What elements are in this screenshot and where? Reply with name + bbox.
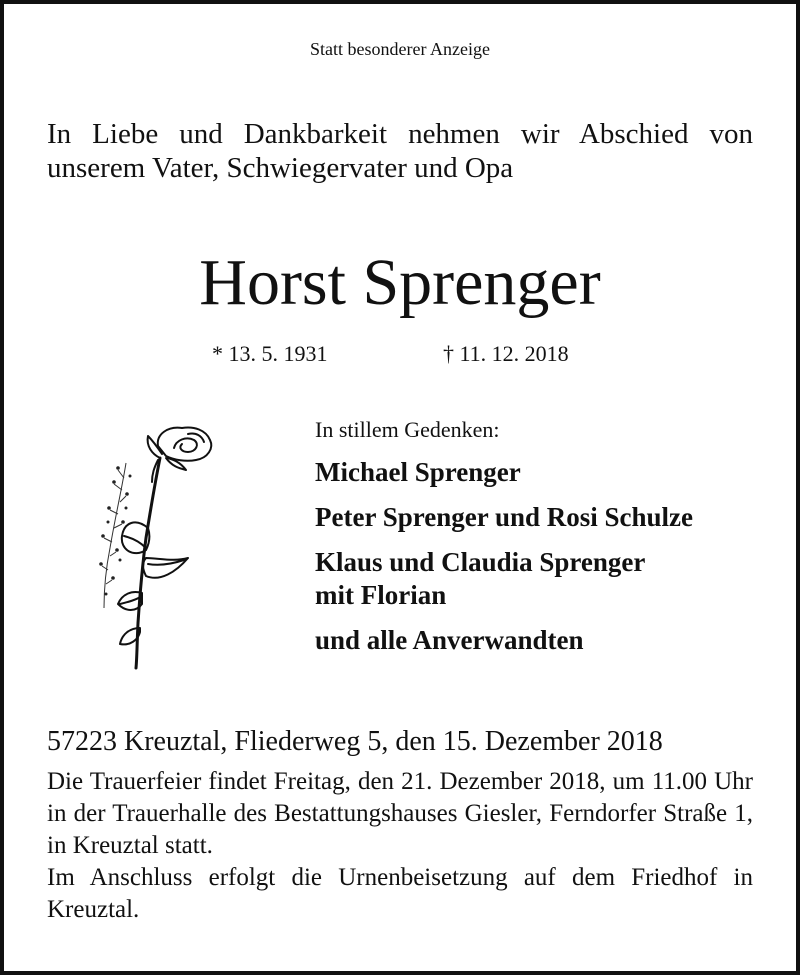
mourner-line: mit Florian [315, 580, 447, 610]
funeral-service-text: Die Trauerfeier findet Freitag, den 21. Dezember 2018, um 11.00 Uhr in der Trauerhalle des Bestattungshauses Giesler, Ferndorfer Straße 1, in Kreuztal statt. [47, 768, 753, 859]
mourners-list [315, 456, 765, 669]
memory-heading: In stillem Gedenken: [315, 417, 500, 442]
mourner-line: und alle Anverwandten [315, 625, 584, 655]
intro-line-1: In Liebe und Dankbarkeit nehmen wir Abschied von [47, 118, 753, 150]
burial-text: Im Anschluss erfolgt die Urnenbeisetzung auf dem Friedhof in Kreuztal. [47, 864, 753, 923]
notice-subtitle: Statt besonderer Anzeige [310, 39, 490, 59]
mourner-line: Michael Sprenger [315, 457, 521, 487]
rose-icon [96, 418, 236, 673]
deceased-name: Horst Sprenger [199, 246, 601, 319]
intro-text [47, 117, 753, 185]
ceremony-info [47, 766, 753, 926]
intro-line-2: unserem Vater, Schwiegervater und Opa [47, 152, 514, 184]
place-and-date: 57223 Kreuztal, Fliederweg 5, den 15. Dezember 2018 [47, 726, 663, 757]
death-date: † 11. 12. 2018 [443, 341, 569, 366]
mourner-line: Klaus und Claudia Sprenger [315, 547, 646, 577]
birth-date: * 13. 5. 1931 [212, 341, 328, 366]
mourner-line: Peter Sprenger und Rosi Schulze [315, 502, 694, 532]
